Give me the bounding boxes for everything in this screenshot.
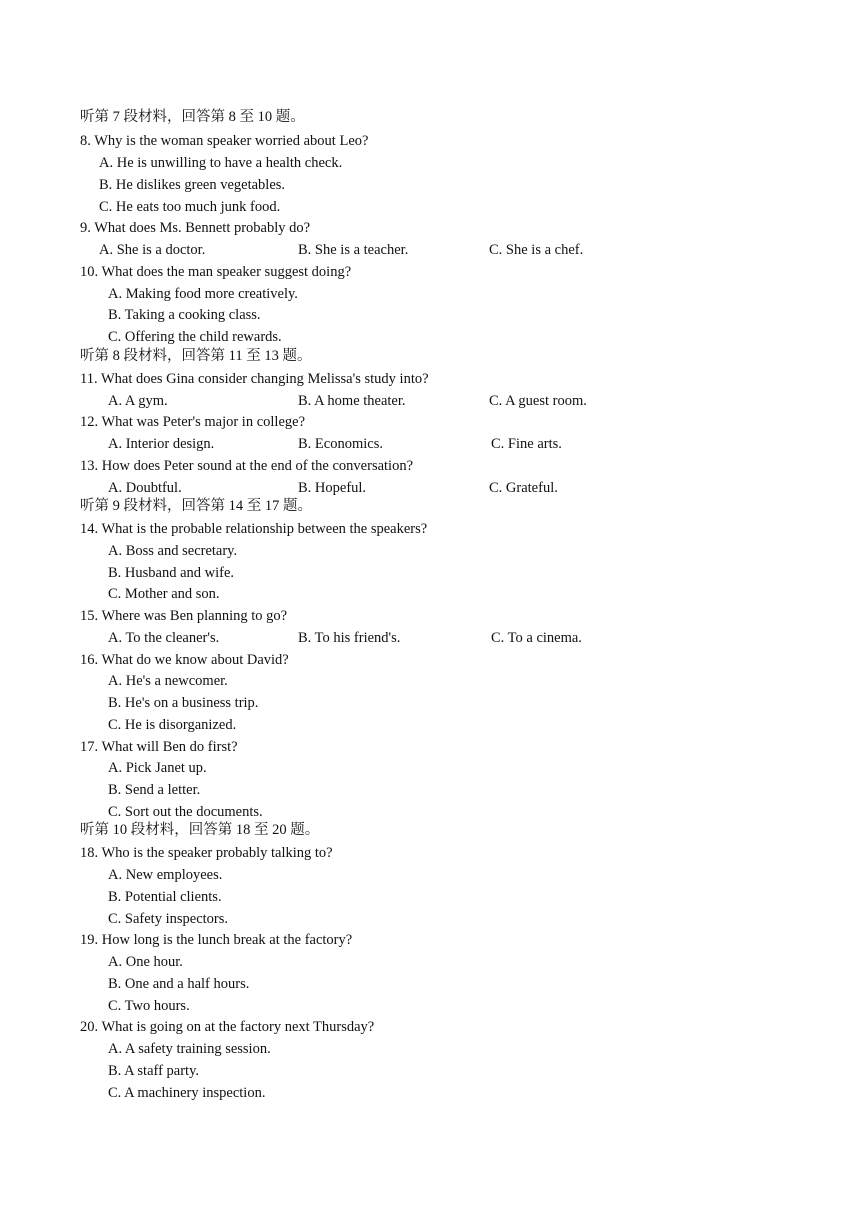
question-10-option-c [0,327,868,348]
question-16-option-c [0,715,868,736]
question-8-text: 8. Why is the woman speaker worried about Leo? [80,133,369,149]
option-b: B. A home theater. [298,393,406,409]
question-18 [0,843,868,864]
option-c: C. A guest room. [489,393,587,409]
question-17-option-b [0,780,868,801]
option-text: B. A staff party. [108,1063,200,1079]
question-20-text: 20. What is going on at the factory next Thursday? [80,1019,375,1035]
option-text: C. A machinery inspection. [108,1085,266,1101]
option-a: A. Interior design. [108,436,215,452]
question-11 [0,369,868,390]
option-text: A. He is unwilling to have a health check. [99,155,343,171]
question-12-options [0,434,868,455]
question-16 [0,650,868,671]
option-text: A. Boss and secretary. [108,543,238,559]
question-19-text: 19. How long is the lunch break at the factory? [80,932,353,948]
option-b: B. To his friend's. [298,630,401,646]
option-a: A. Doubtful. [108,480,182,496]
question-18-option-c [0,909,868,930]
question-9-text: 9. What does Ms. Bennett probably do? [80,220,311,236]
question-17-option-a [0,758,868,779]
question-11-options [0,391,868,412]
question-12-text: 12. What was Peter's major in college? [80,414,306,430]
option-text: C. Offering the child rewards. [108,329,282,345]
question-12 [0,412,868,433]
question-11-text: 11. What does Gina consider changing Melissa's study into? [80,371,429,387]
question-19-option-a [0,952,868,973]
question-17-text: 17. What will Ben do first? [80,739,238,755]
option-a: A. A gym. [108,393,168,409]
question-15-options [0,628,868,649]
question-14-option-c [0,584,868,605]
option-text: B. Taking a cooking class. [108,307,261,323]
option-c: C. To a cinema. [491,630,582,646]
section-8-instruction: 听第 8 段材料，回答第 11 至 13 题。 [80,348,312,364]
option-text: B. Potential clients. [108,889,222,905]
option-text: B. He's on a business trip. [108,695,259,711]
section-7-instruction: 听第 7 段材料，回答第 8 至 10 题。 [80,109,305,125]
option-text: C. Sort out the documents. [108,804,263,820]
question-14-option-b [0,563,868,584]
question-20-option-b [0,1061,868,1082]
question-10-text: 10. What does the man speaker suggest doing? [80,264,352,280]
section-9-instruction: 听第 9 段材料，回答第 14 至 17 题。 [80,498,312,514]
question-14-text: 14. What is the probable relationship between the speakers? [80,521,428,537]
option-b: B. Hopeful. [298,480,367,496]
option-text: A. New employees. [108,867,223,883]
option-text: B. Husband and wife. [108,565,235,581]
section-header [0,820,868,841]
question-14 [0,519,868,540]
question-20-option-a [0,1039,868,1060]
question-16-option-b [0,693,868,714]
option-text: C. He is disorganized. [108,717,237,733]
option-text: B. One and a half hours. [108,976,250,992]
question-15-text: 15. Where was Ben planning to go? [80,608,288,624]
option-c: C. She is a chef. [489,242,584,258]
question-14-option-a [0,541,868,562]
section-header [0,496,868,517]
question-16-text: 16. What do we know about David? [80,652,289,668]
question-20-option-c [0,1083,868,1104]
question-9-options [0,240,868,261]
section-10-instruction: 听第 10 段材料，回答第 18 至 20 题。 [80,822,320,838]
option-text: C. Mother and son. [108,586,220,602]
question-9 [0,218,868,239]
option-b: B. She is a teacher. [298,242,409,258]
question-19-option-c [0,996,868,1017]
question-8-option-b [0,175,868,196]
option-text: A. He's a newcomer. [108,673,228,689]
option-text: B. Send a letter. [108,782,201,798]
question-18-text: 18. Who is the speaker probably talking to? [80,845,333,861]
option-a: A. To the cleaner's. [108,630,220,646]
option-text: A. A safety training session. [108,1041,271,1057]
option-text: C. Two hours. [108,998,190,1014]
option-a: A. She is a doctor. [99,242,206,258]
option-c: C. Fine arts. [491,436,562,452]
option-text: C. Safety inspectors. [108,911,229,927]
question-10-option-a [0,284,868,305]
option-c: C. Grateful. [489,480,558,496]
question-19-option-b [0,974,868,995]
question-16-option-a [0,671,868,692]
question-15 [0,606,868,627]
option-text: A. Pick Janet up. [108,760,207,776]
question-17 [0,737,868,758]
question-10 [0,262,868,283]
section-header [0,346,868,367]
option-text: B. He dislikes green vegetables. [99,177,286,193]
question-19 [0,930,868,951]
question-13 [0,456,868,477]
question-8 [0,131,868,152]
option-b: B. Economics. [298,436,383,452]
option-text: C. He eats too much junk food. [99,199,281,215]
question-20 [0,1017,868,1038]
question-18-option-b [0,887,868,908]
question-13-text: 13. How does Peter sound at the end of the conversation? [80,458,414,474]
option-text: A. Making food more creatively. [108,286,298,302]
question-10-option-b [0,305,868,326]
section-header [0,107,868,128]
question-8-option-a [0,153,868,174]
option-text: A. One hour. [108,954,183,970]
question-8-option-c [0,197,868,218]
question-18-option-a [0,865,868,886]
